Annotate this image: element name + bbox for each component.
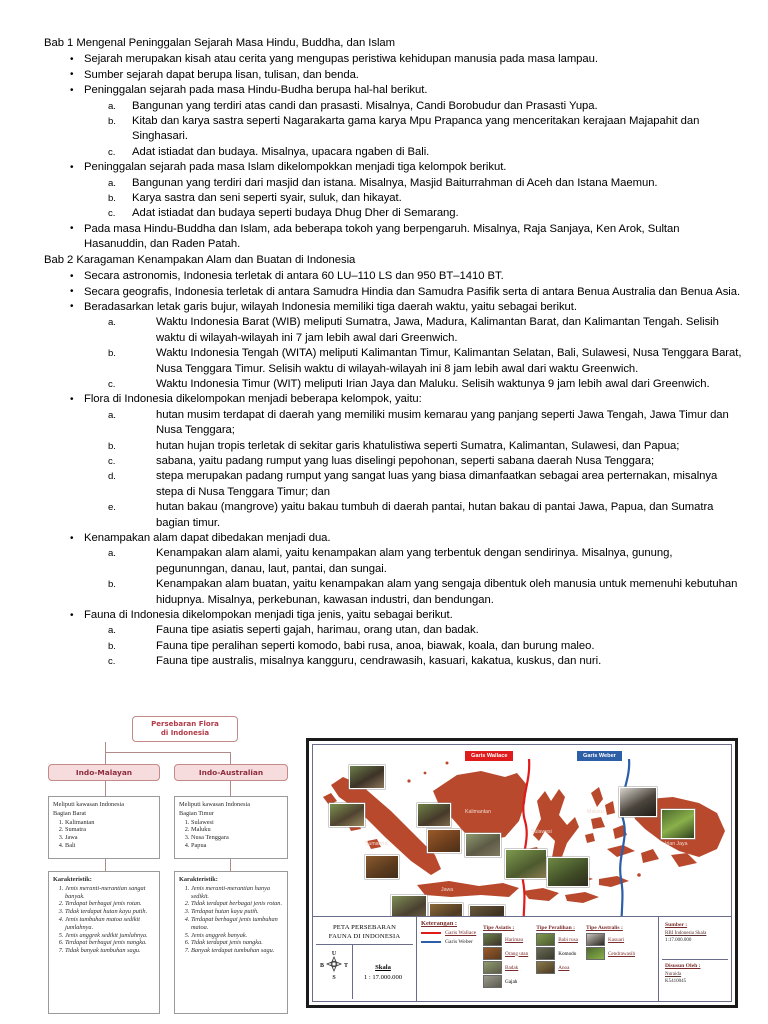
island-label-kalimantan: Kalimantan xyxy=(465,809,491,815)
list-item xyxy=(84,176,744,191)
list-item xyxy=(44,222,744,253)
list-marker: a. xyxy=(108,409,116,421)
sub-item-text: Bangunan yang terdiri atas candi dan prasasti. Misalnya, Candi Borobudur dan Prasasti Yupa. xyxy=(132,99,598,112)
bullet-text: • Peninggalan sejarah pada masa Hindu-Budha berupa hal-hal berikut. xyxy=(84,84,428,97)
karakteristik-heading: Karakteristik: xyxy=(179,876,218,883)
sub-list xyxy=(84,623,744,669)
author-name: Nuraida xyxy=(665,971,682,977)
garis-weber-line xyxy=(609,759,649,917)
garis-wallace-line xyxy=(509,759,549,917)
connector-line xyxy=(230,781,231,796)
chapter-1-bullet-list xyxy=(44,52,744,252)
sub-list xyxy=(84,99,744,161)
flowchart-title-line-2: di Indonesia xyxy=(160,729,210,737)
fauna-photo-thumbnail xyxy=(465,833,501,857)
sub-item-text: Fauna tipe peralihan seperti komodo, babi rusa, anoa, biawak, koala, dan burung maleo. xyxy=(156,639,595,652)
list-item: 2. Sumatra xyxy=(65,826,156,834)
legend-title-cell xyxy=(313,917,417,1001)
map-frame xyxy=(312,744,732,1002)
connector-line xyxy=(105,752,231,753)
fauna-photo-thumbnail xyxy=(661,809,695,839)
list-item xyxy=(84,408,744,439)
list-marker: a. xyxy=(108,548,116,560)
fauna-photo-thumbnail xyxy=(391,895,427,917)
list-item xyxy=(84,377,744,392)
sub-item-text: Waktu Indonesia Barat (WIB) meliputi Sumatra, Jawa, Madura, Kalimantan Barat, dan Kalimantan Tengah. Selisih waktu di wilayah-wilayah ini 7 jam lebih awal dari Greenwich. xyxy=(156,316,719,344)
bullet-text: • Secara geografis, Indonesia terletak di antara Samudra Hindia dan Samudra Pasifik serta di antara Benua Australia dan Benua Asia. xyxy=(84,285,741,298)
keterangan-heading: Keterangan : xyxy=(421,920,458,927)
region-list xyxy=(53,819,156,850)
list-item xyxy=(84,145,744,160)
list-item xyxy=(84,500,744,531)
bullet-text: • Pada masa Hindu-Buddha dan Islam, ada beberapa tokoh yang berpengaruh. Misalnya, Raja Sanjaya, Ken Arok, Sultan Hasanuddin, dan Raden Patah. xyxy=(84,222,680,251)
list-item: 5. Jenis anggrek sedikit jumlahnya. xyxy=(65,932,156,940)
source-line-1: RBI Indonesia Skala xyxy=(665,931,707,936)
list-item xyxy=(84,546,744,577)
garis-wallace-label: Garis Wallace xyxy=(465,751,513,761)
svg-text:T: T xyxy=(343,963,349,969)
list-item xyxy=(44,68,744,83)
list-item xyxy=(84,469,744,500)
author-id: K5410045 xyxy=(665,978,687,984)
fauna-photo-thumbnail xyxy=(329,803,365,827)
island-label-irian-jaya: Irian Jaya xyxy=(665,841,688,847)
connector-line xyxy=(105,752,106,764)
list-item: 2. Maluku xyxy=(191,826,284,834)
region-heading-line-1: Meliputi kawasan Indonesia xyxy=(53,801,124,808)
list-marker: c. xyxy=(108,208,116,220)
list-item xyxy=(84,654,744,669)
island-label-maluku: Maluku xyxy=(587,809,604,815)
sub-item-text: Kenampakan alam alami, yaitu kenampakan alam yang terbentuk dengan sendirinya. Misalnya, gunung, pegununngan, danau, laut, pantai, dan sungai. xyxy=(156,547,673,575)
map-title xyxy=(316,919,413,945)
author-heading: Disusun Oleh : xyxy=(665,962,701,969)
legend-item xyxy=(586,933,635,946)
bullet-text: • Kenampakan alam dapat dibedakan menjadi dua. xyxy=(84,532,331,544)
map-canvas xyxy=(313,745,731,917)
list-marker: c. xyxy=(108,656,116,668)
fauna-group-australis xyxy=(586,925,635,989)
bullet-text: • Secara astronomis, Indonesia terletak di antara 60 LU–110 LS dan 950 BT–1410 BT. xyxy=(84,270,504,283)
fauna-label: Babi rusa xyxy=(558,936,578,943)
legend-line-label: Garis Wallace xyxy=(445,930,477,936)
flowchart-region-box-australian xyxy=(174,796,288,859)
list-item xyxy=(84,191,744,206)
fauna-photo-thumbnail xyxy=(349,765,385,789)
list-marker: e. xyxy=(108,502,116,514)
scale-label: Skala xyxy=(375,963,391,971)
list-item xyxy=(44,52,744,67)
svg-text:S: S xyxy=(332,975,336,981)
sub-item-text: Fauna tipe asiatis seperti gajah, harimau, orang utan, dan badak. xyxy=(156,624,479,637)
scale-value: 1 : 17.000.000 xyxy=(363,973,403,981)
bullet-text: • Flora di Indonesia dikelompokan menjadi beberapa kelompok, yaitu: xyxy=(84,393,422,406)
list-marker: c. xyxy=(108,378,116,390)
list-item xyxy=(84,639,744,654)
list-item xyxy=(84,439,744,454)
legend-item xyxy=(536,933,578,946)
chapter-2-bullet-list xyxy=(44,269,744,670)
bullet-text: • Sejarah merupakan kisah atau cerita yang mengupas peristiwa kehidupan manusia pada masa lampau. xyxy=(84,53,598,66)
list-item xyxy=(44,300,744,392)
legend-keterangan-cell xyxy=(417,917,659,1001)
list-item: 3. Tidak terdapat hutan kayu putih. xyxy=(65,908,156,916)
list-marker: a. xyxy=(108,625,116,637)
document-body xyxy=(44,36,744,670)
list-item: 6. Tidak terdapat jenis nangka. xyxy=(191,939,284,947)
legend-item xyxy=(536,961,578,974)
fauna-label: Badak xyxy=(505,964,519,971)
fauna-photo-thumbnail xyxy=(619,787,657,817)
list-item: 2. Terdapat berbagai jenis rotan. xyxy=(65,900,156,908)
list-item: 3. Terdapat hutan kayu putih. xyxy=(191,908,284,916)
list-item: 4. Papua xyxy=(191,842,284,850)
flowchart-karakteristik-box-malayan xyxy=(48,871,160,1014)
list-marker: c. xyxy=(108,146,116,158)
legend-item xyxy=(483,975,528,988)
fauna-thumbnail xyxy=(536,947,555,960)
fauna-thumbnail xyxy=(586,933,605,946)
sub-item-text: stepa merupakan padang rumput yang sangat luas yang biasa dimanfaatkan sebagai area perternakan, misalnya stepa di Nusa Tenggara Timur; dan xyxy=(156,470,718,498)
compass-rose-icon xyxy=(316,945,353,999)
flowchart-title-line-1: Persebaran Flora xyxy=(151,720,219,729)
map-title-line-2: FAUNA DI INDONESIA xyxy=(328,933,401,940)
region-heading-line-2: Bagian Timur xyxy=(179,809,214,817)
fauna-type-columns xyxy=(483,925,654,989)
fauna-thumbnail xyxy=(483,947,502,960)
legend-item xyxy=(586,947,635,960)
list-item xyxy=(84,623,744,638)
list-item: 7. Banyak terdapat tumbuhan sagu. xyxy=(191,947,284,955)
sub-item-text: Kenampakan alam buatan, yaitu kenampakan alam yang sengaja dibentuk oleh manusia untuk memenuhi kebutuhan hidupnya. Misalnya, perkebunan, kawasan industri, dan bendungan. xyxy=(156,578,738,606)
island-label-sumatera: Sumatera xyxy=(365,841,388,847)
fauna-photo-thumbnail xyxy=(505,849,547,879)
source-line-2: 1:17.000.000 xyxy=(665,938,692,943)
fauna-thumbnail xyxy=(586,947,605,960)
fauna-label: Komodo xyxy=(558,950,577,957)
karakteristik-list xyxy=(179,885,284,955)
flowchart-node-indo-australian[interactable] xyxy=(174,764,288,781)
fauna-photo-thumbnail xyxy=(427,829,461,853)
list-marker: d. xyxy=(108,471,116,483)
legend-compass-scale-row xyxy=(316,945,413,999)
map-title-line-1: PETA PERSEBARAN xyxy=(332,924,397,931)
connector-line xyxy=(230,859,231,871)
flowchart-karakteristik-box-australian xyxy=(174,871,288,1014)
fauna-photo-thumbnail xyxy=(417,803,451,827)
list-item: 7. Tidak banyak tumbuhan sagu. xyxy=(65,947,156,955)
fauna-group-peralihan xyxy=(536,925,578,989)
fauna-photo-thumbnail xyxy=(365,855,399,879)
island-label-sulawesi: Sulawesi xyxy=(531,829,552,835)
sub-item-text: Kitab dan karya sastra seperti Nagarakarta gama karya Mpu Prapanca yang menceritakan kerajaan Majapahit dan Singhasari. xyxy=(132,115,700,143)
flowchart-region-box-malayan xyxy=(48,796,160,859)
fauna-group-heading: Tipe Asiatis : xyxy=(483,925,515,931)
sub-item-text: Adat istiadat dan budaya. Misalnya, upacara ngaben di Bali. xyxy=(132,145,430,158)
fauna-group-asiatis xyxy=(483,925,528,989)
chapter-2-title: Bab 2 Karagaman Kenampakan Alam dan Buatan di Indonesia xyxy=(44,253,356,266)
chapter-1-title: Bab 1 Mengenal Peninggalan Sejarah Masa Hindu, Buddha, dan Islam xyxy=(44,37,396,49)
list-marker: b. xyxy=(108,640,116,652)
sub-item-text: hutan bakau (mangrove) yaitu bakau tumbuh di daerah pantai, hutan bakau di pantai Jawa, Papua, dan Sumatra bagian timur. xyxy=(156,501,714,529)
fauna-thumbnail xyxy=(536,933,555,946)
fauna-distribution-map-figure xyxy=(306,738,738,1008)
flowchart-node-indo-malayan[interactable] xyxy=(48,764,160,781)
svg-text:B: B xyxy=(319,963,325,969)
fauna-group-heading: Tipe Australis : xyxy=(585,925,623,931)
list-item xyxy=(44,269,744,284)
bullet-text: • Fauna di Indonesia dikelompokan menjadi tiga jenis, yaitu sebagai berikut. xyxy=(84,609,453,622)
list-marker: a. xyxy=(108,100,116,112)
region-heading-line-1: Meliputi kawasan Indonesia xyxy=(179,801,250,808)
karakteristik-heading: Karakteristik: xyxy=(53,876,92,883)
legend-item xyxy=(536,947,578,960)
region-list xyxy=(179,819,284,850)
list-item: 5. Jenis anggrek banyak. xyxy=(191,932,284,940)
sub-item-text: sabana, yaitu padang rumput yang luas diselingi pepohonan, seperti sabana daerah Nusa Tenggara; xyxy=(156,454,655,467)
sub-item-text: hutan musim terdapat di daerah yang memiliki musim kemarau yang panjang seperti Jawa Tengah, Jawa Timur dan Nusa Tenggara; xyxy=(156,408,729,437)
map-legend xyxy=(313,917,731,1001)
sub-list xyxy=(84,408,744,531)
svg-text:U: U xyxy=(331,951,337,957)
fauna-label: Orang utan xyxy=(505,950,529,957)
sub-item-text: hutan hujan tropis terletak di sekitar garis khatulistiwa seperti Sumatra, Kalimantan, Sulawesi, dan Papua; xyxy=(156,439,680,452)
list-item xyxy=(84,577,744,608)
list-item xyxy=(84,114,744,145)
flowchart-node-label: Indo-Australian xyxy=(198,768,264,777)
list-item xyxy=(44,608,744,670)
fauna-label: Gajah xyxy=(505,978,518,985)
fauna-label: Kasuari xyxy=(607,936,625,943)
list-item: 4. Bali xyxy=(65,842,156,850)
flora-distribution-flowchart xyxy=(46,716,298,1016)
list-item xyxy=(44,160,744,222)
wallace-line-swatch xyxy=(421,932,441,934)
fauna-thumbnail xyxy=(483,933,502,946)
list-item xyxy=(84,99,744,114)
list-item: 6. Terdapat berbagai jenis nangka. xyxy=(65,939,156,947)
list-item: 1. Jenis meranti-merantian sangat banyak. xyxy=(65,885,156,901)
garis-weber-label: Garis Weber xyxy=(577,751,622,761)
legend-source-cell xyxy=(659,917,731,1001)
list-item: 1. Jenis meranti-merantian hanya sedikit. xyxy=(191,885,284,901)
bullet-text: • Peninggalan sejarah pada masa Islam dikelompokkan menjadi tiga kelompok berikut. xyxy=(84,161,507,174)
list-marker: a. xyxy=(108,317,116,329)
fauna-label: Cendrawasih xyxy=(607,950,636,957)
list-item xyxy=(84,206,744,221)
list-marker: b. xyxy=(108,193,116,205)
list-marker: c. xyxy=(108,455,116,467)
list-marker: a. xyxy=(108,177,116,189)
list-item: 3. Jawa xyxy=(65,834,156,842)
legend-item xyxy=(483,933,528,946)
legend-line-label: Garis Weber xyxy=(445,939,473,945)
list-marker: b. xyxy=(108,116,116,128)
sub-list xyxy=(84,315,744,392)
list-item xyxy=(84,346,744,377)
legend-item xyxy=(483,961,528,974)
list-marker: b. xyxy=(108,579,116,591)
sub-item-text: Bangunan yang terdiri dari masjid dan istana. Misalnya, Masjid Baiturrahman di Aceh dan Istana Maemun. xyxy=(132,176,658,189)
fauna-thumbnail xyxy=(536,961,555,974)
karakteristik-list xyxy=(53,885,156,955)
list-item: 4. Jenis tumbuhan matoa sedikit jumlahnya. xyxy=(65,916,156,932)
legend-item xyxy=(483,947,528,960)
list-item xyxy=(84,315,744,346)
list-item: 2. Tidak terdapat berbagai jenis rotan. xyxy=(191,900,284,908)
flowchart-title-node xyxy=(132,716,238,742)
list-marker: b. xyxy=(108,348,116,360)
list-item xyxy=(44,83,744,160)
map-scale xyxy=(353,945,413,999)
list-item xyxy=(84,454,744,469)
sub-list xyxy=(84,546,744,608)
sub-item-text: Waktu Indonesia Timur (WIT) meliputi Irian Jaya dan Maluku. Selisih waktunya 9 jam lebih awal dari Greenwich. xyxy=(156,377,710,390)
bullet-text: • Sumber sejarah dapat berupa lisan, tulisan, dan benda. xyxy=(84,68,359,81)
list-item: 3. Nusa Tenggara xyxy=(191,834,284,842)
fauna-photo-thumbnail xyxy=(469,905,505,917)
fauna-thumbnail xyxy=(483,961,502,974)
fauna-label: Harimau xyxy=(505,936,524,943)
list-item xyxy=(44,531,744,608)
author-block xyxy=(662,960,728,1000)
sub-item-text: Waktu Indonesia Tengah (WITA) meliputi Kalimantan Timur, Kalimantan Selatan, Bali, Sulawesi, Nusa Tenggara Barat, Nusa Tenggara Timur. Selisih waktu di wilayah-wilayah ini 8 jam lebih awal dari waktu Greenwich. xyxy=(156,347,742,375)
sub-list xyxy=(84,176,744,222)
island-label-jawa: Jawa xyxy=(441,887,454,893)
sub-item-text: Fauna tipe australis, misalnya kangguru, cendrawasih, kasuari, kakatua, kuskus, dan nuri. xyxy=(156,655,602,668)
source-heading: Sumber : xyxy=(665,922,688,928)
fauna-label: Anoa xyxy=(558,964,570,971)
list-item: 1. Sulawesi xyxy=(191,819,284,827)
connector-line xyxy=(105,781,106,796)
fauna-photo-thumbnail xyxy=(429,903,463,917)
bullet-text: • Beradasarkan letak garis bujur, wilayah Indonesia memiliki tiga daerah waktu, yaitu sebagai berikut. xyxy=(84,300,577,313)
flowchart-node-label: Indo-Malayan xyxy=(75,768,133,777)
sub-item-text: Karya sastra dan seni seperti syair, suluk, dan hikayat. xyxy=(132,192,402,205)
connector-line xyxy=(230,752,231,764)
sub-item-text: Adat istiadat dan budaya seperti budaya Dhug Dher di Semarang. xyxy=(132,207,459,220)
region-heading-line-2: Bagian Barat xyxy=(53,809,87,817)
fauna-photo-thumbnail xyxy=(547,857,589,887)
list-item xyxy=(44,392,744,531)
weber-line-swatch xyxy=(421,941,441,943)
list-item xyxy=(44,285,744,300)
list-marker: b. xyxy=(108,440,116,452)
list-item: 4. Terdapat berbagai jenis tumbuhan matoa. xyxy=(191,916,284,932)
source-block xyxy=(662,919,728,960)
list-item: 1. Kalimantan xyxy=(65,819,156,827)
connector-line xyxy=(105,859,106,871)
fauna-group-heading: Tipe Peralihan : xyxy=(536,925,575,931)
fauna-thumbnail xyxy=(483,975,502,988)
